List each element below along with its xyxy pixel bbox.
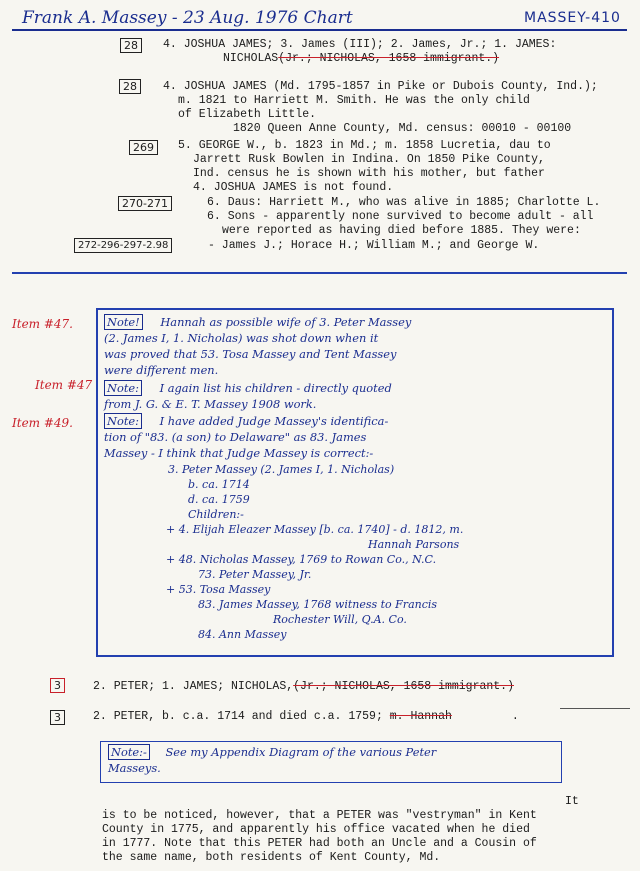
list-item: 83. James Massey, 1768 witness to Francis	[198, 598, 438, 611]
note-3-row	[104, 413, 604, 429]
entry-269-line: 4. JOSHUA JAMES is not found.	[193, 181, 394, 194]
margin-item-2: Item #47	[35, 378, 93, 392]
entry-269	[178, 139, 551, 195]
ref-box-272: 272-296-297-2.98	[74, 238, 172, 253]
entry-270-line: 6. Daus: Harriett M., who was alive in 1885; Charlotte L.	[207, 196, 601, 209]
entry-269-line: Ind. census he is shown with his mother, but father	[193, 167, 545, 180]
list-item: 84. Ann Massey	[198, 628, 287, 641]
lineage-line-2-prefix: NICHOLAS	[223, 52, 279, 65]
appendix-note-row	[108, 744, 436, 760]
margin-item-3: Item #49.	[12, 416, 73, 430]
appendix-note-text: Masseys.	[108, 761, 161, 775]
entry-270-line: were reported as having died before 1885. They were:	[222, 224, 581, 237]
final-it: It	[565, 795, 579, 808]
entry-270	[207, 196, 600, 238]
note-2-row	[104, 380, 604, 396]
final-line: in 1777. Note that this PETER had both an Uncle and a Cousin of	[102, 837, 537, 850]
right-rule	[560, 708, 630, 709]
list-item: + 48. Nicholas Massey, 1769 to Rowan Co., N.C.	[166, 553, 437, 566]
entry-270-line: 6. Sons - apparently none survived to become adult - all	[207, 210, 594, 223]
bottom-line-1-prefix: 2. PETER; 1. JAMES; NICHOLAS,	[93, 680, 294, 693]
section-divider	[12, 272, 627, 274]
entry-28-line: of Elizabeth Little.	[178, 108, 317, 121]
note-3-label: Note:	[104, 413, 142, 429]
appendix-note-text: See my Appendix Diagram of the various Peter	[165, 745, 437, 759]
note-2	[104, 380, 604, 412]
entry-28-line: 1820 Queen Anne County, Md. census: 00010 - 00100	[233, 122, 572, 135]
entry-269-line: Jarrett Rusk Bowlen in Indina. On 1850 Pike County,	[193, 153, 545, 166]
note-1-text: (2. James I, 1. Nicholas) was shot down when it	[104, 331, 379, 345]
list-item: + 4. Elijah Eleazer Massey [b. ca. 1740] - d. 1812, m.	[166, 523, 464, 536]
lineage-line-1: 4. JOSHUA JAMES; 3. James (III); 2. James, Jr.; 1. JAMES:	[163, 38, 557, 51]
entry-28-line: 4. JOSHUA JAMES (Md. 1795-1857 in Pike or Dubois County, Ind.);	[163, 80, 598, 93]
note-1	[104, 314, 604, 378]
list-item: d. ca. 1759	[188, 493, 250, 506]
final-line: the same name, both residents of Kent County, Md.	[102, 851, 441, 864]
lineage-line-2	[223, 52, 499, 66]
entry-28	[163, 80, 598, 136]
list-item: Hannah Parsons	[368, 538, 460, 551]
final-line: County in 1775, and apparently his office vacated when he died	[102, 823, 530, 836]
bottom-line-2-struck: m. Hannah	[389, 710, 452, 723]
list-item: Children:-	[188, 508, 244, 521]
note-3-text: I have added Judge Massey's identifica-	[159, 414, 389, 428]
document-code: MASSEY-410	[524, 10, 621, 26]
children-list	[168, 462, 608, 642]
note-3-text: tion of "83. (a son) to Delaware" as 83. James	[104, 430, 367, 444]
ref-box-3a: 3	[50, 678, 65, 693]
note-2-label: Note:	[104, 380, 142, 396]
entry-269-line: 5. GEORGE W., b. 1823 in Md.; m. 1858 Lucretia, dau to	[178, 139, 551, 152]
bottom-line-2-suffix: .	[511, 710, 519, 723]
appendix-note	[108, 744, 436, 776]
note-1-text: Hannah as possible wife of 3. Peter Massey	[160, 315, 412, 329]
note-1-label: Note!	[104, 314, 143, 330]
entry-28-line: m. 1821 to Harriett M. Smith. He was the only child	[178, 94, 530, 107]
bottom-line-1	[93, 680, 514, 694]
ref-box-28b: 28	[119, 79, 141, 94]
note-2-text: I again list his children - directly quoted	[159, 381, 392, 395]
ref-box-28a: 28	[120, 38, 142, 53]
list-item: Rochester Will, Q.A. Co.	[273, 613, 407, 626]
list-item: b. ca. 1714	[188, 478, 250, 491]
list-item: 3. Peter Massey (2. James I, 1. Nicholas)	[168, 463, 395, 476]
margin-item-1: Item #47.	[12, 317, 73, 331]
note-1-row	[104, 314, 604, 330]
ref-box-270: 270-271	[118, 196, 172, 211]
bottom-line-2-prefix: 2. PETER, b. c.a. 1714 and died c.a. 1759;	[93, 710, 383, 723]
note-2-text: from J. G. & E. T. Massey 1908 work.	[104, 397, 317, 411]
final-paragraph	[102, 809, 537, 865]
entry-272-line: - James J.; Horace H.; William M.; and George W.	[208, 239, 540, 252]
header-rule	[12, 29, 627, 31]
note-1-text: were different men.	[104, 363, 219, 377]
bottom-line-2	[93, 710, 519, 724]
list-item: + 53. Tosa Massey	[166, 583, 271, 596]
note-3	[104, 413, 604, 461]
bottom-line-1-struck: (Jr.; NICHOLAS, 1658 immigrant.)	[293, 680, 514, 693]
appendix-note-label: Note:-	[108, 744, 150, 760]
final-line: is to be noticed, however, that a PETER was "vestryman" in Kent	[102, 809, 537, 822]
document-title: Frank A. Massey - 23 Aug. 1976 Chart	[22, 8, 353, 28]
lineage-line-2-struck: (Jr.; NICHOLAS, 1658 immigrant.)	[278, 52, 500, 65]
list-item: 73. Peter Massey, Jr.	[198, 568, 312, 581]
ref-box-269: 269	[129, 140, 158, 155]
ref-box-3b: 3	[50, 710, 65, 725]
note-3-text: Massey - I think that Judge Massey is correct:-	[104, 446, 374, 460]
note-1-text: was proved that 53. Tosa Massey and Tent Massey	[104, 347, 397, 361]
